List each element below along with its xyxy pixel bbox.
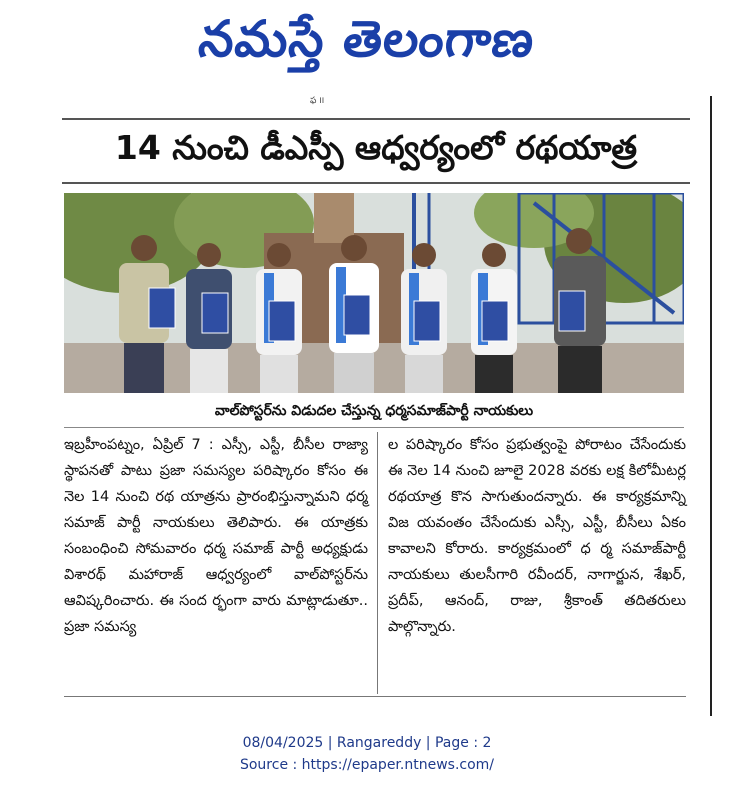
group-photo-image [64, 193, 684, 393]
column-bottom-rule [64, 696, 686, 697]
masthead [0, 0, 734, 80]
newspaper-logo: నమస్తే తెలంగాణ [196, 10, 538, 68]
article-column-left: ఇబ్రహీంపట్నం, ఏప్రిల్‌ 7 : ఎస్సీ, ఎస్టీ, బీసీల రాజ్యా స్థాపనతో పాటు ప్రజా సమస్యల పరిష్కారం కోసం ఈ నెల 14 నుంచి రథ యాత్రను ప్రారంభిస్తున్నామని ధర్మ సమాజ్‌ పార్టీ నాయకులు తెలిపారు. ఈ యాత్రకు సంబంధించి సోమవారం ధర్మ సమాజ్‌ పార్టీ అధ్యక్షుడు విశారథ్‌ మహారాజ్‌ ఆధ్వర్యంలో వాల్‌పోస్టర్‌ను ఆవిష్కరించారు. ఈ సంద ర్భంగా వారు మాట్లాడుతూ.. ప్రజా సమస్య [64, 437, 368, 635]
article-column-right: ల పరిష్కారం కోసం ప్రభుత్వంపై పోరాటం చేసేందుకు ఈ నెల 14 నుంచి జూలై 2028 వరకు లక్ష కిలోమీటర్ల రథయాత్ర కొన సాగుతుందన్నారు. ఈ కార్యక్రమాన్ని విజ యవంతం చేసేందుకు ఎస్సీ, ఎస్టీ, బీసీలు ఏకం కావాలని కోరారు. కార్యక్రమంలో ధ ర్మ సమాజ్‌పార్టీ నాయకులు తులసీగారి రవీందర్‌, నాగార్జున, శేఖర్‌, ప్రదీప్‌, ఆనంద్‌, రాజు, శ్రీకాంత్‌ తదితరులు పాల్గొన్నారు. [388, 437, 686, 635]
article-headline: 14 నుంచి డీఎస్పీ ఆధ్వర్యంలో రథయాత్ర [114, 127, 638, 167]
headline-bar [62, 118, 690, 184]
photo-caption-bar [64, 398, 684, 428]
column-divider [377, 432, 378, 694]
article-photo [64, 193, 684, 393]
residual-text: ఫ ౹౹ [310, 96, 325, 106]
photo-caption: వాల్‌పోస్టర్‌ను విడుదల చేస్తున్న ధర్మసమాజ్‌పార్టీ నాయకులు [214, 403, 534, 419]
footer-source: Source : https://epaper.ntnews.com/ [239, 757, 495, 773]
footer-date-edition: 08/04/2025 | Rangareddy | Page : 2 [242, 735, 492, 751]
clipping-border [710, 96, 712, 716]
